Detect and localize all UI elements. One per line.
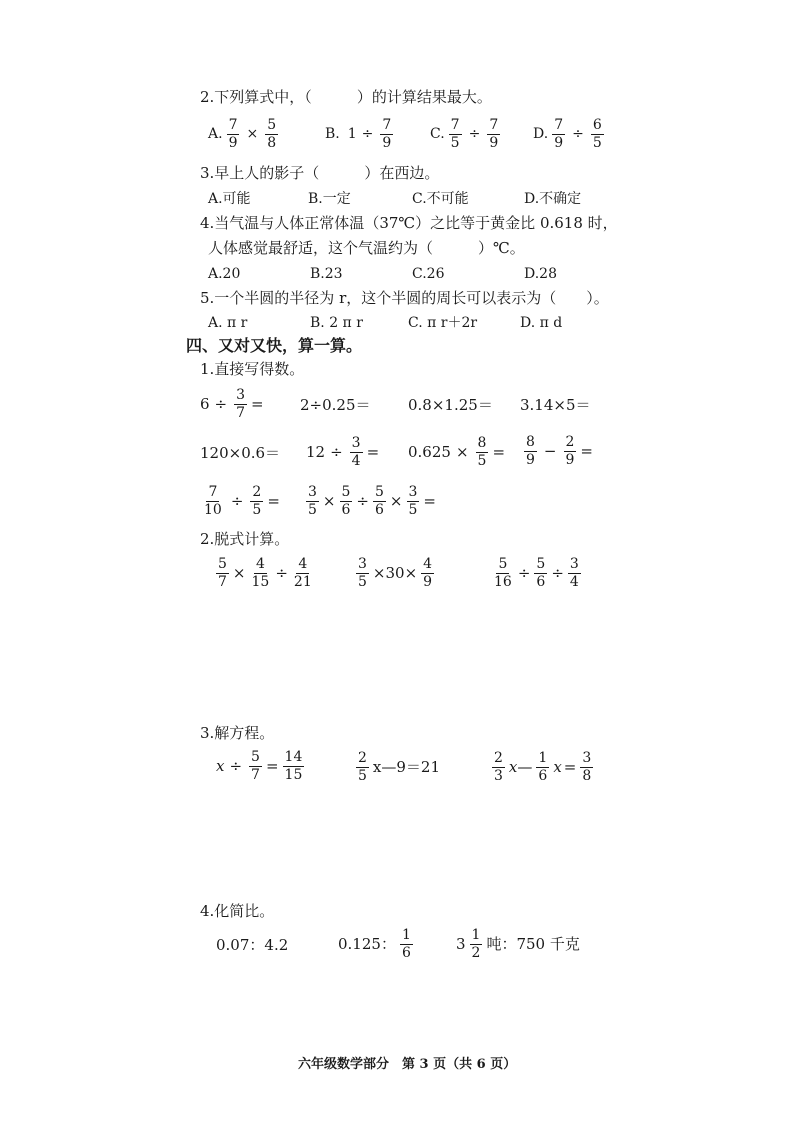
q3-option-c[interactable]: C.不可能 (412, 191, 469, 207)
p2-e2: $\frac{3}{5}$ ×30× $\frac{4}{9}$ (358, 556, 433, 590)
fraction: $\frac{1}{6}$ (401, 927, 411, 961)
fraction: $\frac{7}{9}$ (382, 117, 392, 151)
fraction: $\frac{8}{9}$ (526, 434, 535, 468)
fraction: $\frac{5}{16}$ (494, 556, 512, 590)
fraction: $\frac{1}{6}$ (538, 750, 548, 784)
p1-r3-e2: $\frac{3}{5}$ × $\frac{5}{6}$ ÷ $\frac{5}{6}$ × $\frac{3}{5}$ = (308, 484, 436, 518)
q5-option-c[interactable]: C. π r＋2r (408, 315, 478, 331)
q5-option-a[interactable]: A. π r (208, 315, 248, 331)
q4-option-a[interactable]: A.20 (208, 266, 241, 282)
q4-option-b[interactable]: B.23 (310, 266, 343, 282)
fraction: $\frac{2}{5}$ (252, 484, 262, 518)
q3-option-b[interactable]: B.一定 (308, 191, 351, 207)
q2-option-c[interactable]: C. $\frac{7}{5}$ ÷ $\frac{7}{9}$ (430, 117, 499, 151)
q4-option-c[interactable]: C.26 (412, 266, 445, 282)
p1-r1-e4: 3.14×5＝ (520, 396, 591, 414)
fraction: $\frac{3}{4}$ (351, 435, 361, 469)
page-footer: 六年级数学部分 第 3 页（共 6 页） (298, 1057, 517, 1072)
fraction: $\frac{7}{9}$ (489, 117, 499, 151)
fraction: $\frac{6}{5}$ (592, 117, 602, 151)
p2-e3: $\frac{5}{16}$ ÷ $\frac{5}{6}$ ÷ $\frac{3}{4}$ (494, 556, 579, 590)
p1-r1-e3: 0.8×1.25＝ (408, 396, 493, 414)
fraction: $\frac{3}{8}$ (582, 750, 592, 784)
fraction: $\frac{5}{6}$ (536, 556, 546, 590)
fraction: $\frac{3}{5}$ (308, 484, 317, 518)
p1-r3-e1: $\frac{7}{10}$ ÷ $\frac{2}{5}$ = (204, 484, 280, 518)
p2-title: 2.脱式计算。 (200, 530, 290, 548)
q3-option-a[interactable]: A.可能 (208, 191, 251, 207)
fraction: $\frac{3}{7}$ (236, 387, 246, 421)
fraction: $\frac{14}{15}$ (284, 749, 303, 783)
fraction: $\frac{8}{5}$ (477, 435, 487, 469)
q3-stem: 3.早上人的影子（ ）在西边。 (200, 164, 440, 182)
fraction: $\frac{7}{9}$ (228, 117, 238, 151)
fraction: $\frac{4}{9}$ (423, 556, 433, 590)
p1-r2-e1: 120×0.6＝ (200, 444, 281, 462)
p1-r1-e2: 2÷0.25＝ (300, 396, 371, 414)
q2-option-d[interactable]: D. $\frac{7}{9}$ ÷ $\frac{6}{5}$ (533, 117, 602, 151)
q2-stem: 2.下列算式中，（ ）的计算结果最大。 (200, 88, 492, 106)
fraction: $\frac{4}{15}$ (251, 556, 270, 590)
p4-title: 4.化简比。 (200, 902, 275, 920)
fraction: $\frac{3}{4}$ (569, 556, 579, 590)
fraction: $\frac{2}{5}$ (358, 750, 367, 784)
fraction: $\frac{5}{6}$ (341, 484, 351, 518)
p3-e2: $\frac{2}{5}$ x—9＝21 (358, 750, 441, 784)
q2-option-a[interactable]: A. $\frac{7}{9}$ × $\frac{5}{8}$ (208, 117, 277, 151)
p1-r1-e1: 6 ÷ $\frac{3}{7}$ = (200, 387, 264, 421)
fraction: $\frac{1}{2}$ (471, 927, 481, 961)
fraction: $\frac{2}{3}$ (494, 750, 503, 784)
p1-r2-e3: 0.625 × $\frac{8}{5}$ = (408, 435, 506, 469)
fraction: $\frac{7}{9}$ (554, 117, 564, 151)
fraction: $\frac{5}{8}$ (267, 117, 277, 151)
p4-e3: 3 $\frac{1}{2}$ 吨：750 千克 (456, 927, 580, 961)
q4-option-d[interactable]: D.28 (524, 266, 557, 282)
fraction: $\frac{5}{7}$ (218, 556, 227, 590)
p1-r2-e2: 12 ÷ $\frac{3}{4}$ = (306, 435, 380, 469)
p3-title: 3.解方程。 (200, 724, 275, 742)
fraction: $\frac{2}{9}$ (565, 434, 575, 468)
q5-option-d[interactable]: D. π d (520, 315, 563, 331)
fraction: $\frac{3}{5}$ (408, 484, 418, 518)
p2-e1: $\frac{5}{7}$ × $\frac{4}{15}$ ÷ $\frac{4}{21}$ (218, 556, 312, 590)
fraction: $\frac{7}{5}$ (450, 117, 460, 151)
fraction: $\frac{5}{7}$ (251, 749, 260, 783)
q2-option-b[interactable]: B. 1 ÷ $\frac{7}{9}$ (325, 117, 392, 151)
p1-r2-e4: $\frac{8}{9}$ − $\frac{2}{9}$ = (526, 434, 593, 468)
p3-e1: x ÷ $\frac{5}{7}$ = $\frac{14}{15}$ (216, 749, 303, 783)
fraction: $\frac{3}{5}$ (358, 556, 367, 590)
q4-stem-line1: 4.当气温与人体正常体温（37℃）之比等于黄金比 0.618 时， (200, 214, 618, 232)
fraction: $\frac{5}{6}$ (375, 484, 384, 518)
q4-stem-line2: 人体感觉最舒适，这个气温约为（ ）℃。 (208, 239, 525, 257)
p4-e2: 0.125： $\frac{1}{6}$ (338, 927, 411, 961)
q3-option-d[interactable]: D.不确定 (524, 191, 582, 207)
p3-e3: $\frac{2}{3}$ x— $\frac{1}{6}$ x = $\frac{3}{8}$ (494, 750, 592, 784)
q5-stem: 5.一个半圆的半径为 r，这个半圆的周长可以表示为（ ）。 (200, 289, 609, 307)
fraction: $\frac{4}{21}$ (293, 556, 312, 590)
p1-title: 1.直接写得数。 (200, 360, 305, 378)
fraction: $\frac{7}{10}$ (204, 484, 222, 518)
section4-title: 四、又对又快，算一算。 (186, 336, 363, 355)
p4-e1: 0.07：4.2 (216, 936, 289, 954)
q5-option-b[interactable]: B. 2 π r (310, 315, 363, 331)
